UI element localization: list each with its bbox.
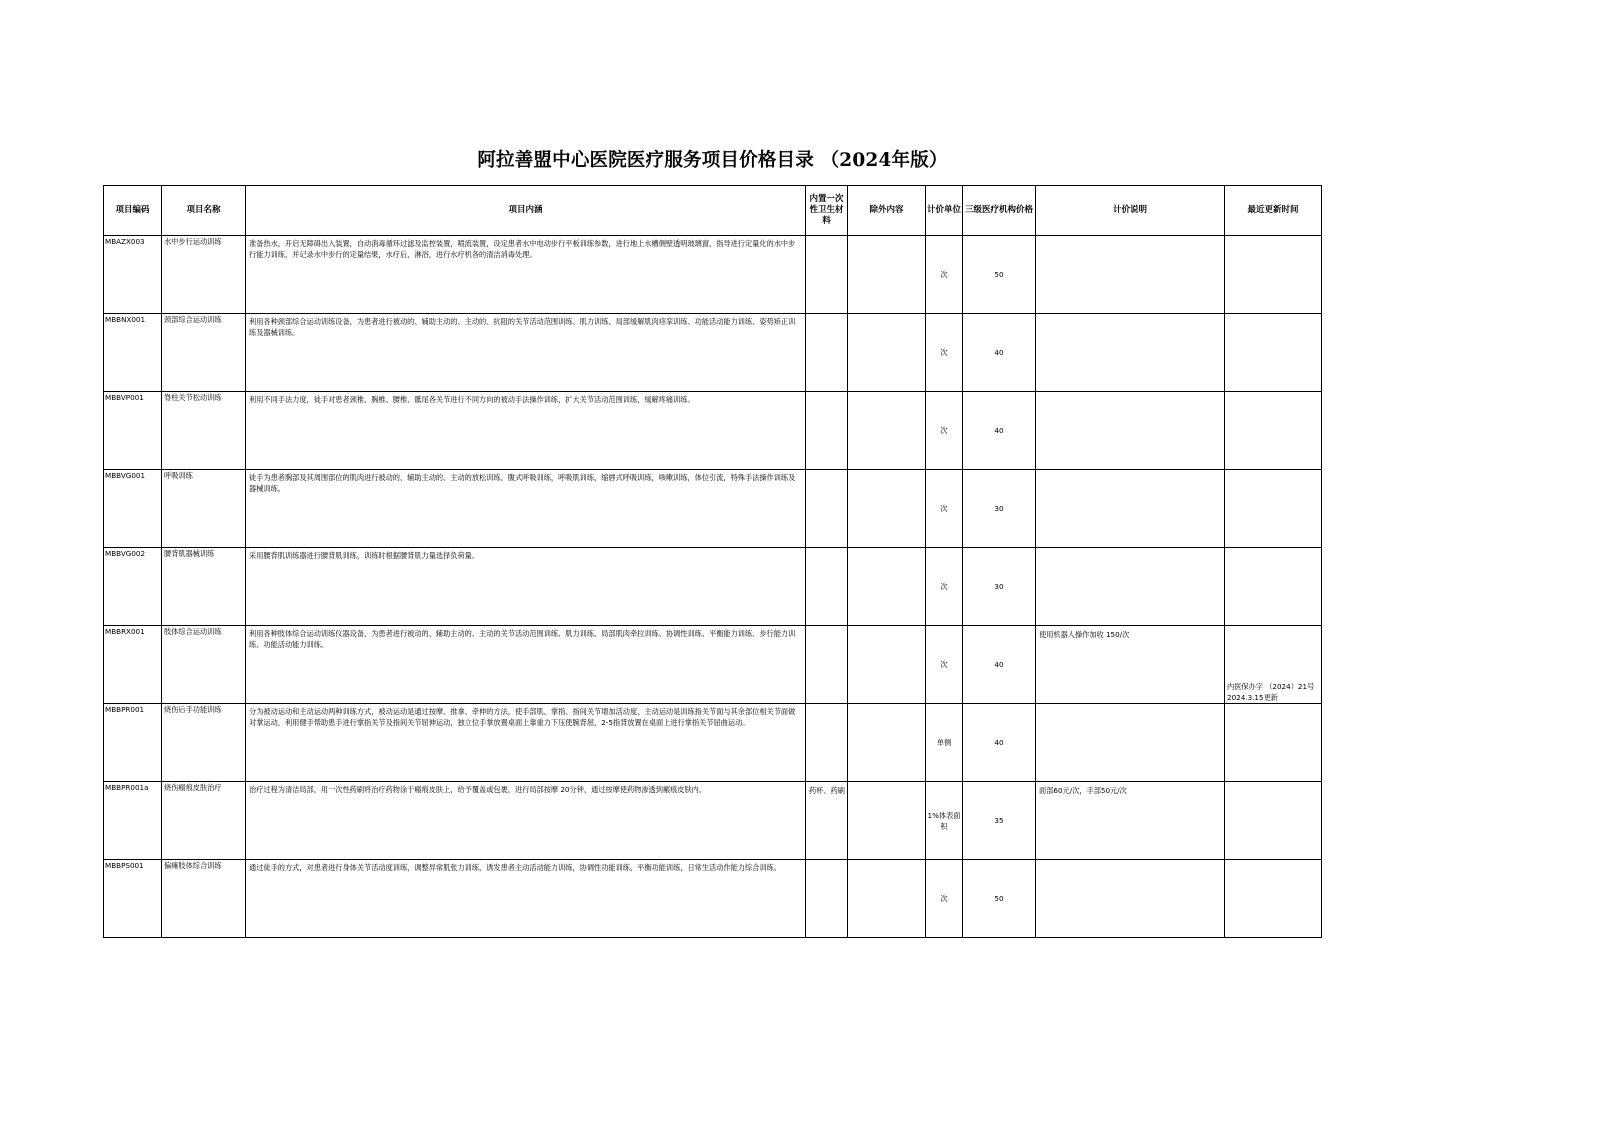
item-name: 水中步行运动训练 [162,236,246,314]
item-exclusion [848,860,926,938]
item-material: 药杯、药刷 [806,782,848,860]
table-row [104,470,1322,548]
item-updated [1225,782,1322,860]
item-name: 烧伤后手功能训练 [162,704,246,782]
item-exclusion [848,392,926,470]
item-code: MBBPS001 [104,860,162,938]
table-row [104,548,1322,626]
item-unit: 次 [926,392,963,470]
table-row [104,236,1322,314]
item-price: 50 [963,236,1036,314]
item-price: 30 [963,548,1036,626]
item-unit: 次 [926,236,963,314]
item-note: 使用机器人操作加收 150/次 [1036,626,1225,704]
item-updated [1225,548,1322,626]
header-unit: 计价单位 [926,186,963,236]
item-exclusion [848,236,926,314]
page-title: 阿拉善盟中心医院医疗服务项目价格目录 （2024年版） [477,150,948,171]
item-updated [1225,392,1322,470]
item-note [1036,236,1225,314]
item-content: 准备热水，开启无障碍出入装置，自动消毒循环过滤及监控装置，喷流装置，设定患者水中电动步行平板训练参数，进行地上水槽侧壁透明玻璃窗，指导进行定量化的水中步行能力训练，并记录水中步行的定量结果，水疗后，淋浴，进行水疗机各的清洁消毒处理。 [246,236,806,314]
item-code: MBBRX001 [104,626,162,704]
item-material [806,392,848,470]
item-note: 面部60元/次，手部50元/次 [1036,782,1225,860]
item-name: 腰背肌器械训练 [162,548,246,626]
header-exclusion: 除外内容 [848,186,926,236]
item-updated [1225,704,1322,782]
item-material [806,626,848,704]
item-note [1036,704,1225,782]
item-unit: 1%体表面积 [926,782,963,860]
item-content: 分为被动运动和主动运动两种训练方式，被动运动是通过按摩、推拿、牵伸的方法，使手部肌、掌指、指间关节增加活动度，主动运动是训练指关节面与其余部位相关节面做对掌运动，利用健手帮助患手进行掌指关节及指间关节屈伸运动，独立位手掌放置桌面上靠重力下压使腕背屈，2-5指背放置在桌面上进行掌指关节屈曲运动。 [246,704,806,782]
item-content: 徒手为患者胸部及其周围部位的肌肉进行被动的、辅助主动的、主动的放松训练，腹式呼吸训练，呼吸肌训练，缩唇式呼吸训练，咳嗽训练，体位引流，特殊手法操作训练及器械训练。 [246,470,806,548]
item-material [806,860,848,938]
item-unit: 单侧 [926,704,963,782]
item-unit: 次 [926,470,963,548]
item-code: MBBVP001 [104,392,162,470]
item-name: 烧伤瘢痕皮肤治疗 [162,782,246,860]
item-code: MBBNX001 [104,314,162,392]
item-updated [1225,236,1322,314]
item-note [1036,860,1225,938]
item-exclusion [848,782,926,860]
item-content: 利用不同手法力度，徒手对患者颈椎、胸椎、腰椎、骶尾各关节进行不同方向的被动手法操作训练，扩大关节活动范围训练，缓解疼痛训练。 [246,392,806,470]
table-header-row [104,186,1322,236]
item-material [806,470,848,548]
item-name: 偏瘫肢体综合训练 [162,860,246,938]
item-updated [1225,314,1322,392]
item-price: 40 [963,392,1036,470]
item-code: MBBPR001 [104,704,162,782]
item-exclusion [848,626,926,704]
item-name: 肢体综合运动训练 [162,626,246,704]
item-material [806,704,848,782]
item-name: 颈部综合运动训练 [162,314,246,392]
item-exclusion [848,548,926,626]
table-row [104,860,1322,938]
item-exclusion [848,704,926,782]
item-unit: 次 [926,860,963,938]
item-unit: 次 [926,314,963,392]
item-price: 50 [963,860,1036,938]
item-updated [1225,470,1322,548]
item-content: 利用各种颈部综合运动训练设备，为患者进行被动的、辅助主动的、主动的、抗阻的关节活动范围训练、肌力训练、局部缓解肌肉痉挛训练、功能活动能力训练、姿势矫正训练及器械训练。 [246,314,806,392]
item-price: 30 [963,470,1036,548]
item-content: 利用各种肢体综合运动训练仪器设备，为患者进行被动的、辅助主动的、主动的关节活动范围训练、肌力训练、局部肌肉牵拉训练、协调性训练、平衡能力训练、步行能力训练、功能活动能力训练。 [246,626,806,704]
table-row [104,314,1322,392]
item-note [1036,392,1225,470]
item-unit: 次 [926,626,963,704]
header-name: 项目名称 [162,186,246,236]
header-code: 项目编码 [104,186,162,236]
item-code: MBAZX003 [104,236,162,314]
header-price: 三级医疗机构价格 [963,186,1036,236]
item-unit: 次 [926,548,963,626]
item-price: 40 [963,314,1036,392]
header-updated: 最近更新时间 [1225,186,1322,236]
item-code: MBBPR001a [104,782,162,860]
item-material [806,548,848,626]
item-price: 40 [963,626,1036,704]
item-content: 采用腰背肌训练器进行腰背肌训练，训练时根据腰背肌力量选择负荷量。 [246,548,806,626]
item-code: MBBVG001 [104,470,162,548]
table-row [104,704,1322,782]
price-table [103,185,1322,938]
item-exclusion [848,314,926,392]
item-code: MBBVG002 [104,548,162,626]
item-updated [1225,860,1322,938]
table-row [104,782,1322,860]
item-content: 治疗过程为清洁局部，用一次性药刷将治疗药物涂于瘢痕皮肤上，给予覆盖或包裹，进行局部按摩 20分钟，通过按摩使药物渗透到瘢痕皮肤内。 [246,782,806,860]
item-price: 40 [963,704,1036,782]
item-content: 通过徒手的方式，对患者进行身体关节活动度训练，调整异常肌张力训练，诱发患者主动活动能力训练，协调性功能训练，平衡功能训练，日常生活动作能力综合训练。 [246,860,806,938]
item-price: 35 [963,782,1036,860]
item-note [1036,548,1225,626]
item-exclusion [848,470,926,548]
item-note [1036,470,1225,548]
item-name: 脊柱关节松动训练 [162,392,246,470]
header-note: 计价说明 [1036,186,1225,236]
item-name: 呼吸训练 [162,470,246,548]
item-updated: 内医保办字 （2024）21号 2024.3.15更新 [1225,626,1322,704]
item-note [1036,314,1225,392]
table-row [104,626,1322,704]
table-row [104,392,1322,470]
item-material [806,314,848,392]
header-material: 内置一次性卫生材料 [806,186,848,236]
header-content: 项目内涵 [246,186,806,236]
item-material [806,236,848,314]
